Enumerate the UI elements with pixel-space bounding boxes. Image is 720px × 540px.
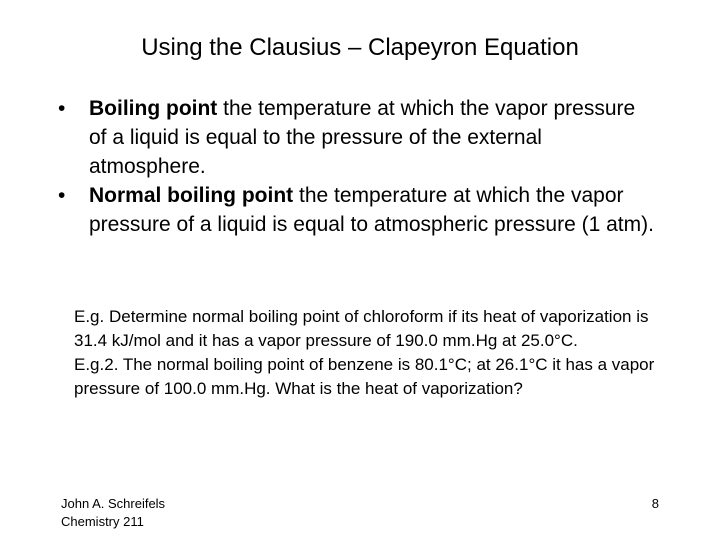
example-2-text: E.g.2. The normal boiling point of benzene is 80.1°C; at 26.1°C it has a vapor pressure of 100.0 mm.Hg. What is the heat of vaporization? [74, 355, 655, 398]
footer-author: John A. Schreifels [61, 496, 166, 511]
bullet-item-boiling-point [58, 94, 658, 181]
bullet-term: Normal boiling point [89, 184, 294, 207]
footer-course: Chemistry 211 [61, 514, 144, 529]
bullet-text: the temperature at which the vapor pressure of a liquid is equal to atmospheric pressure (1 atm). [89, 184, 654, 236]
bullet-marker: • [58, 184, 66, 207]
bullet-text: the temperature at which the vapor pressure of a liquid is equal to the pressure of the external atmosphere. [89, 97, 636, 178]
footer-credit [61, 495, 165, 531]
examples-block [74, 305, 674, 401]
bullet-term: Boiling point [89, 97, 218, 120]
page-number: 8 [651, 496, 659, 511]
slide-title: Using the Clausius – Clapeyron Equation [141, 34, 579, 61]
bullet-marker: • [58, 97, 66, 120]
bullet-list [58, 94, 658, 239]
bullet-item-normal-boiling-point [58, 181, 658, 239]
example-1-text: E.g. Determine normal boiling point of chloroform if its heat of vaporization is 31.4 kJ/mol and it has a vapor pressure of 190.0 mm.Hg at 25.0°C. [74, 307, 649, 350]
